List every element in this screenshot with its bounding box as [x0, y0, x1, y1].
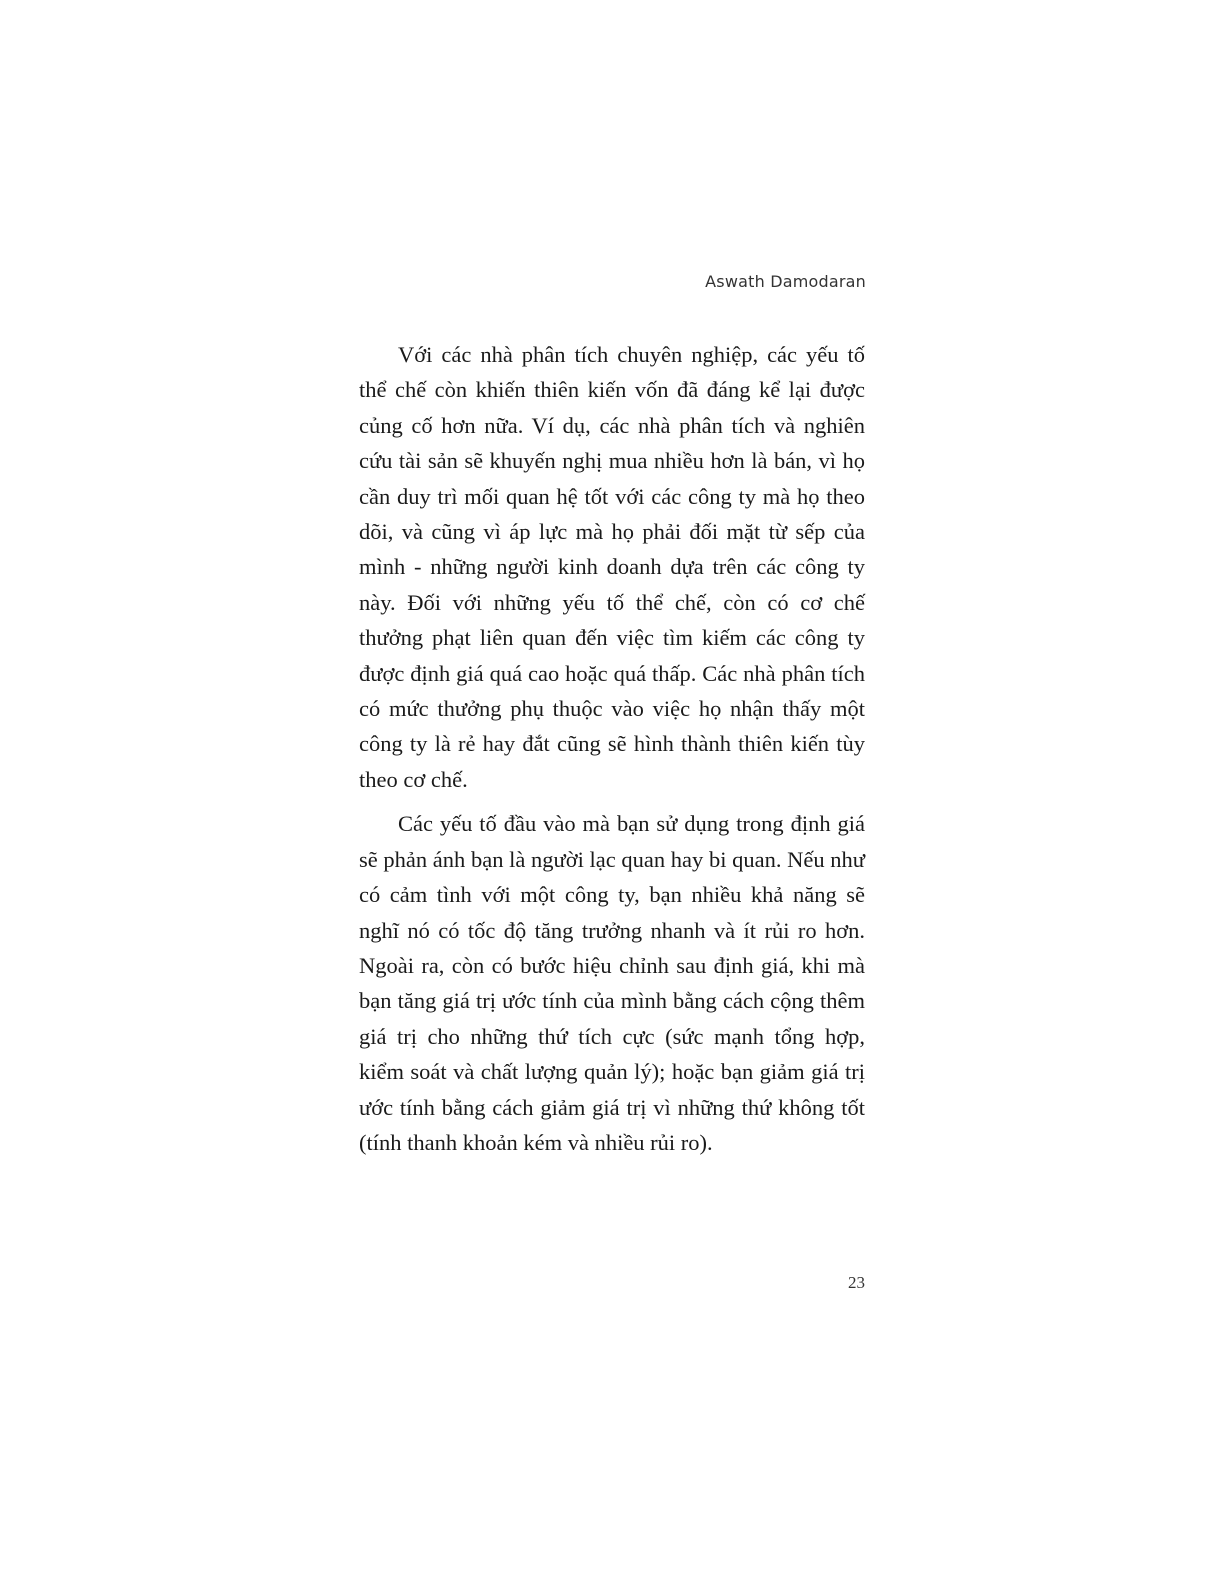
paragraph-1: Với các nhà phân tích chuyên nghiệp, các yếu tố thể chế còn khiến thiên kiến vốn đã đáng kể lại được củng cố hơn nữa. Ví dụ, các nhà phân tích và nghiên cứu tài sản sẽ khuyến nghị mua nhiều hơn là bán, vì họ cần duy trì mối quan hệ tốt với các công ty mà họ theo dõi, và cũng vì áp lực mà họ phải đối mặt từ sếp của mình - những người kinh doanh dựa trên các công ty này. Đối với những yếu tố thể chế, còn có cơ chế thưởng phạt liên quan đến việc tìm kiếm các công ty được định giá quá cao hoặc quá thấp. Các nhà phân tích có mức thưởng phụ thuộc vào việc họ nhận thấy một công ty là rẻ hay đắt cũng sẽ hình thành thiên kiến tùy theo cơ chế. [359, 342, 865, 792]
page-number: 23 [848, 1273, 865, 1292]
body-text [359, 337, 865, 1160]
paragraph-2: Các yếu tố đầu vào mà bạn sử dụng trong định giá sẽ phản ánh bạn là người lạc quan hay bi quan. Nếu như có cảm tình với một công ty, bạn nhiều khả năng sẽ nghĩ nó có tốc độ tăng trưởng nhanh và ít rủi ro hơn. Ngoài ra, còn có bước hiệu chỉnh sau định giá, khi mà bạn tăng giá trị ước tính của mình bằng cách cộng thêm giá trị cho những thứ tích cực (sức mạnh tổng hợp, kiểm soát và chất lượng quản lý); hoặc bạn giảm giá trị ước tính bằng cách giảm giá trị vì những thứ không tốt (tính thanh khoản kém và nhiều rủi ro). [359, 811, 865, 1155]
running-header-author: Aswath Damodaran [705, 272, 866, 291]
